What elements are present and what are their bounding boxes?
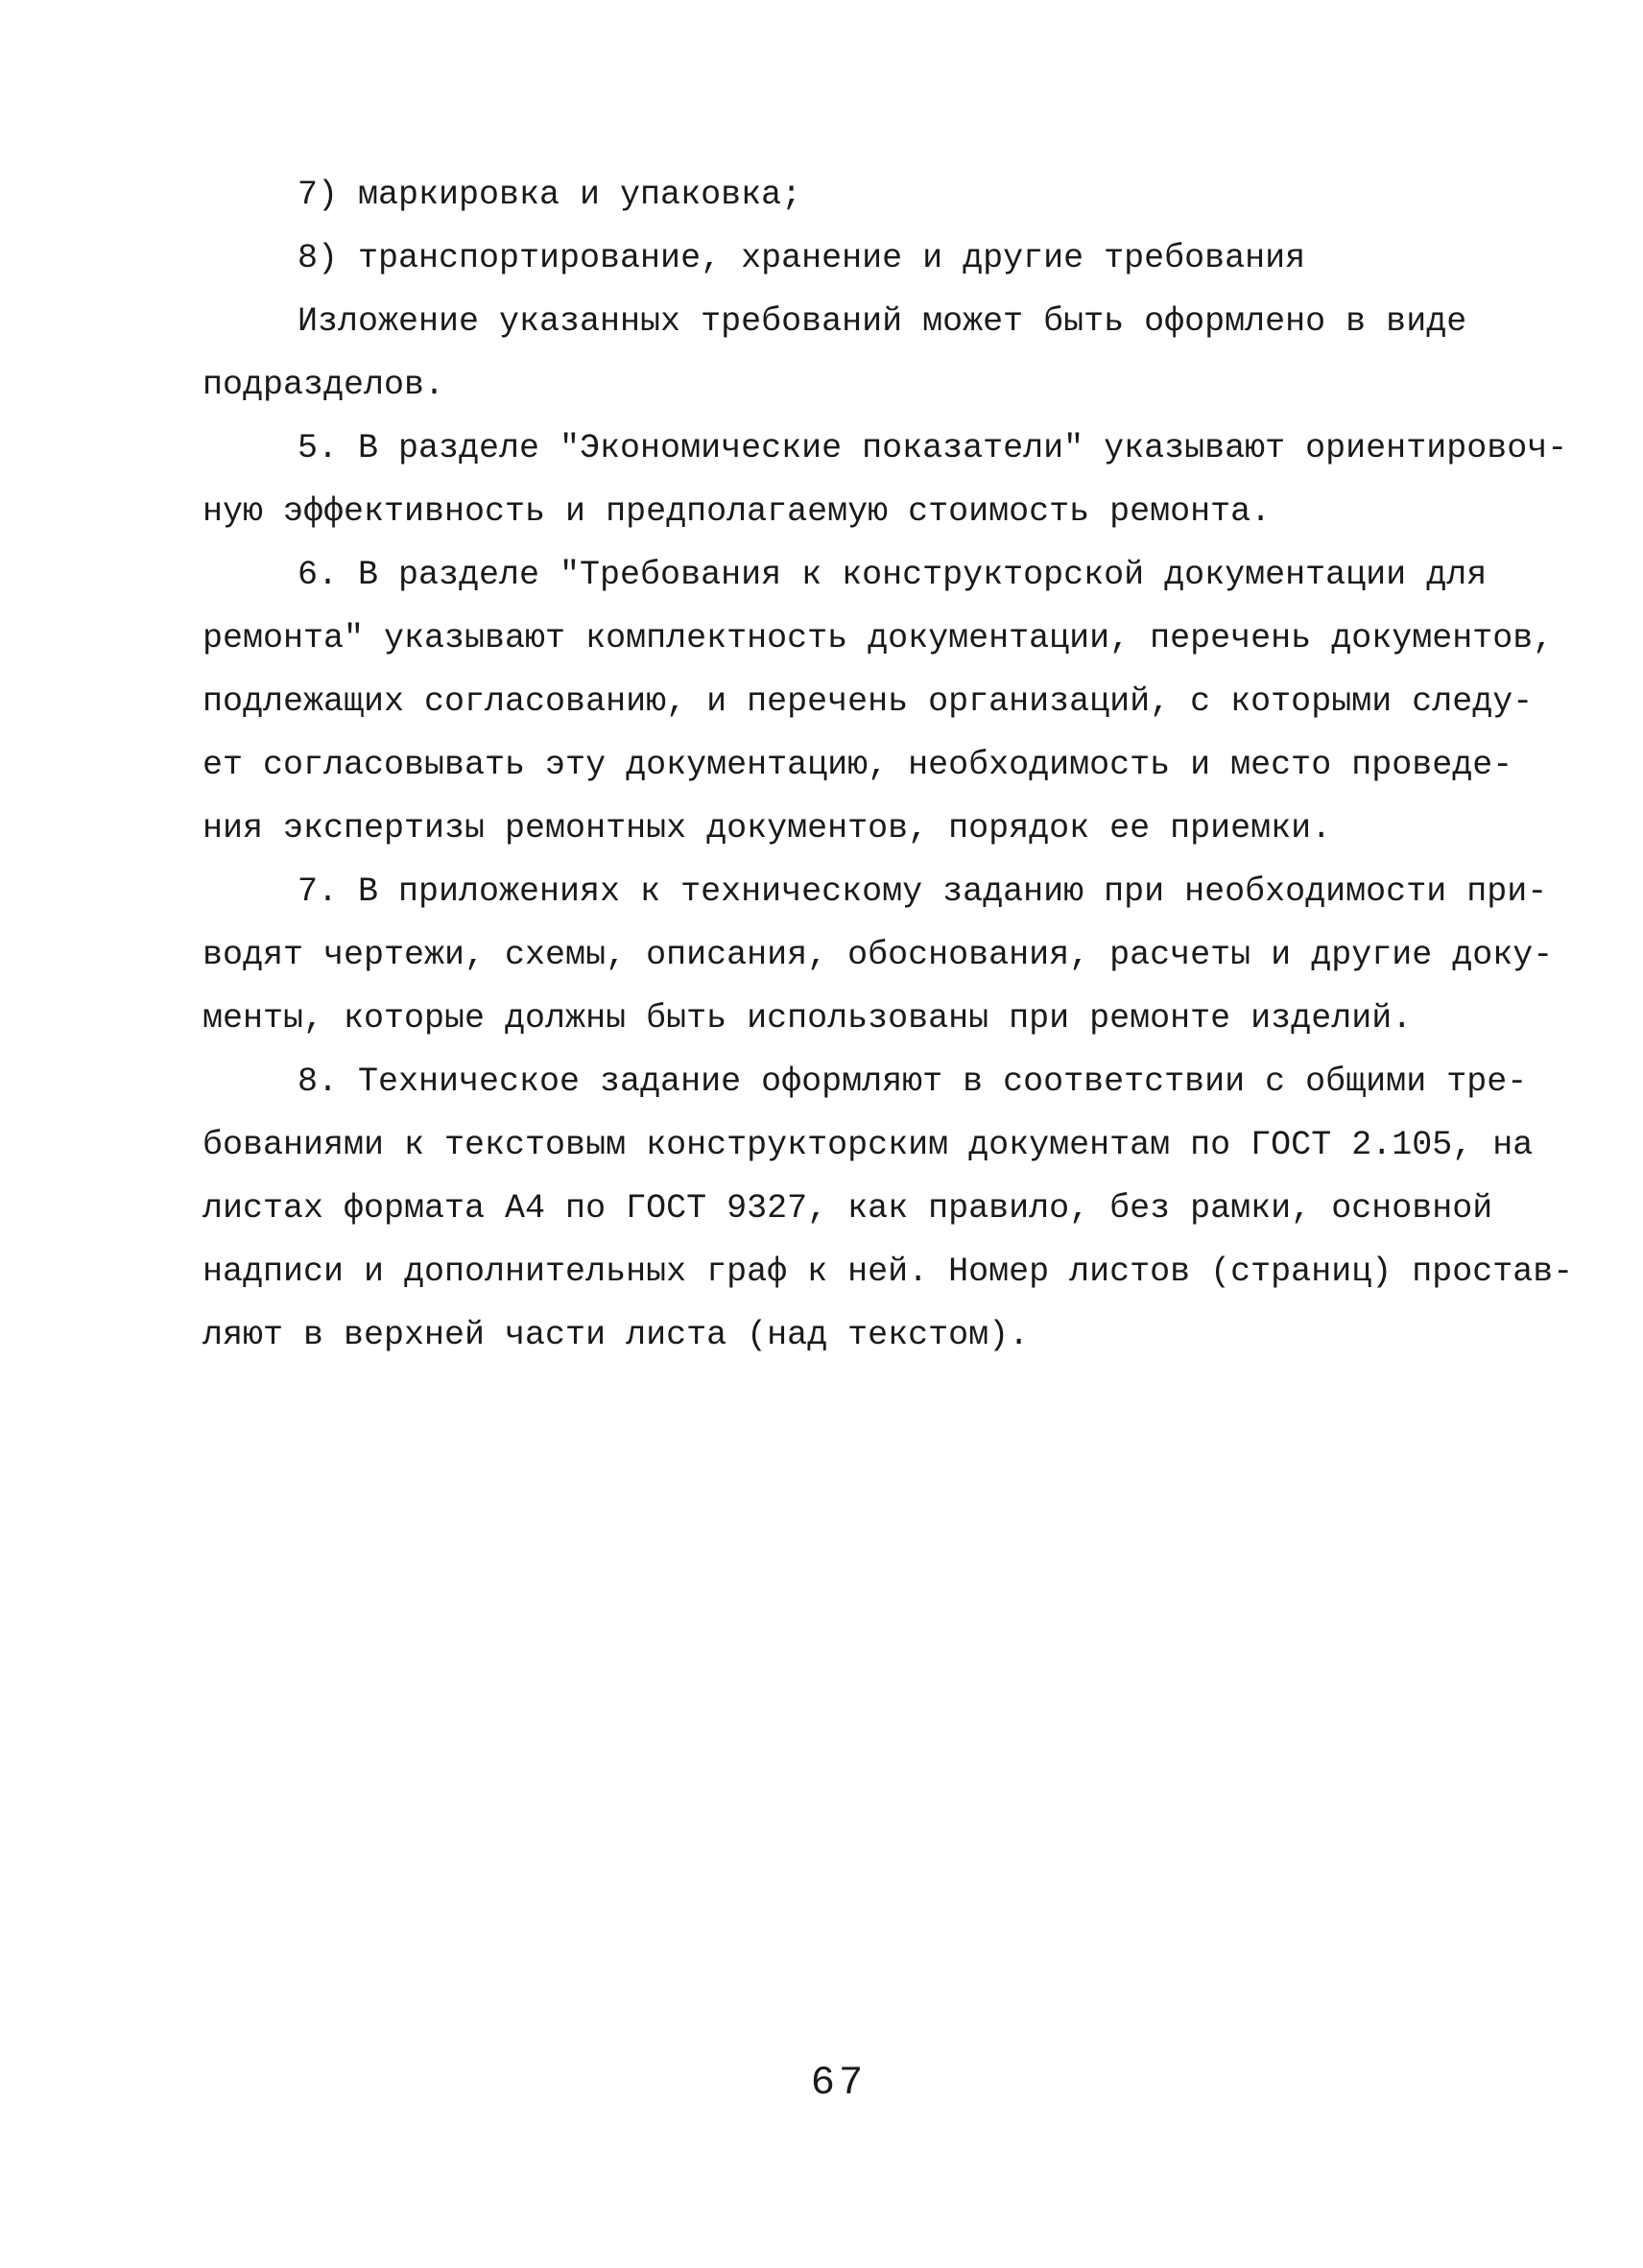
clause-5-line: ную эффективность и предполагаемую стоимость ремонта. (202, 492, 1272, 531)
paragraph-line: Изложение указанных требований может быть оформлено в виде (298, 302, 1467, 341)
list-item-8: 8) транспортирование, хранение и другие требования (298, 239, 1306, 277)
clause-5-line: 5. В разделе "Экономические показатели" указывают ориентировоч- (298, 429, 1568, 467)
clause-6-line: ния экспертизы ремонтных документов, порядок ее приемки. (202, 809, 1332, 848)
clause-8-line: ляют в верхней части листа (над текстом). (202, 1316, 1030, 1354)
clause-6-line: подлежащих согласованию, и перечень организаций, с которыми следу- (202, 682, 1534, 721)
page-number: 67 (810, 2060, 868, 2106)
clause-8-line: 8. Техническое задание оформляют в соответствии с общими тре- (298, 1062, 1528, 1101)
clause-6-line: ет согласовывать эту документацию, необходимость и место проведе- (202, 746, 1513, 784)
list-item-7: 7) маркировка и упаковка; (298, 176, 802, 214)
clause-8-line: листах формата А4 по ГОСТ 9327, как правило, без рамки, основной (202, 1189, 1493, 1228)
clause-8-line: бованиями к текстовым конструкторским документам по ГОСТ 2.105, на (202, 1126, 1534, 1164)
clause-7-line: менты, которые должны быть использованы при ремонте изделий. (202, 999, 1413, 1038)
clause-6-line: ремонта" указывают комплектность документации, перечень документов, (202, 619, 1554, 657)
clause-7-line: водят чертежи, схемы, описания, обоснования, расчеты и другие доку- (202, 936, 1554, 974)
body-text (202, 163, 1574, 1367)
clause-6-line: 6. В разделе "Требования к конструкторской документации для (298, 556, 1488, 594)
clause-8-line: надписи и дополнительных граф к ней. Номер листов (страниц) простав- (202, 1253, 1574, 1291)
clause-7-line: 7. В приложениях к техническому заданию при необходимости при- (298, 872, 1548, 911)
paragraph-line: подразделов. (202, 366, 445, 404)
